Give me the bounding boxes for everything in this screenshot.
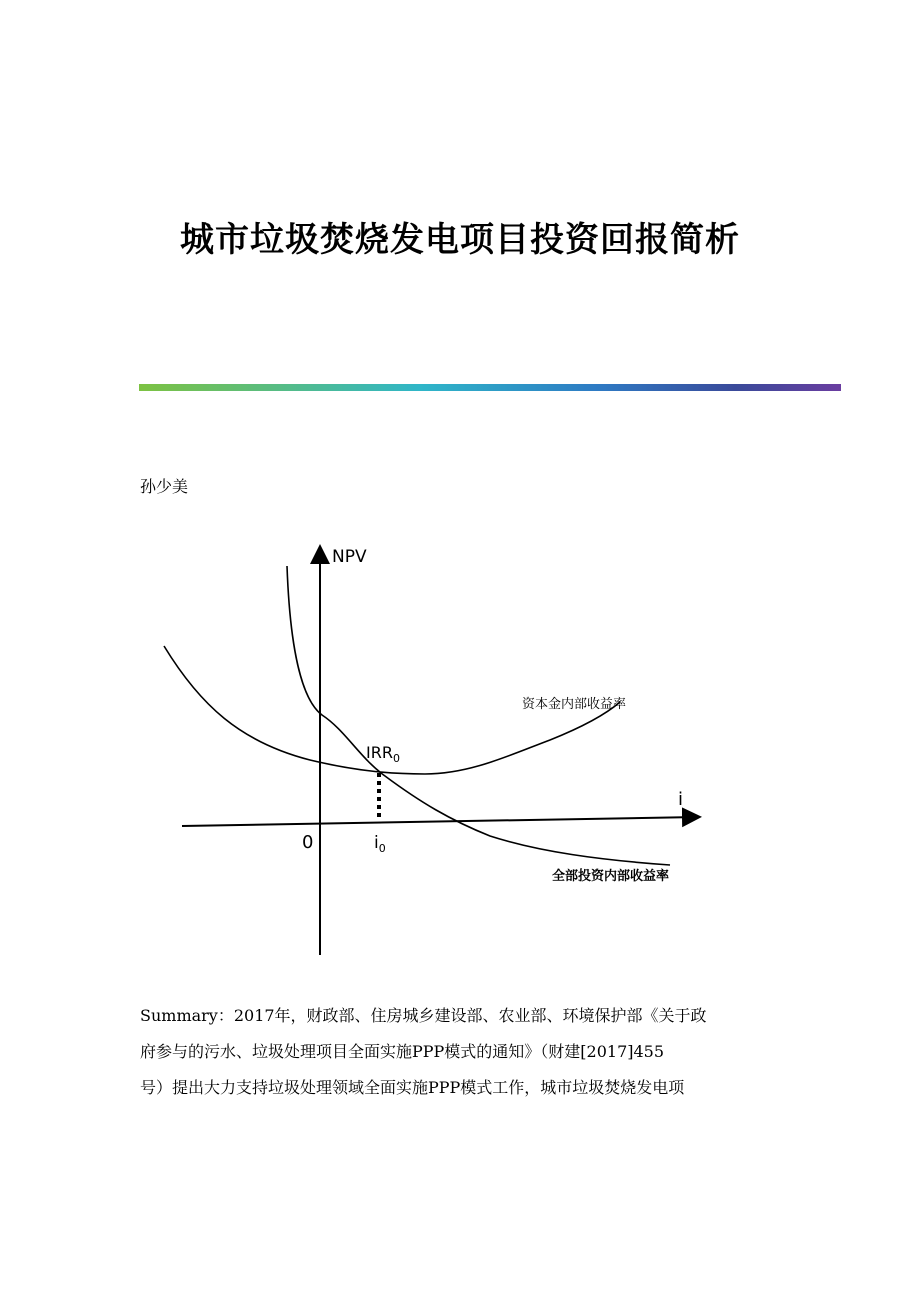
page-title: 城市垃圾焚烧发电项目投资回报简析 [180,220,740,260]
npv-irr-figure [150,530,710,960]
title-divider [139,384,841,391]
curve-total-label: 全部投资内部收益率 [552,869,670,884]
i0-label [374,833,386,855]
curve-equity-label: 资本金内部收益率 [522,697,627,712]
x-axis [182,817,698,826]
i0-label-main: i [374,833,379,853]
y-axis-label: NPV [332,547,367,567]
author-name: 孙少美 [140,477,189,496]
irr-label-main: IRR [366,743,393,762]
summary-line: Summary：2017年，财政部、住房城乡建设部、农业部、环境保护部《关于政 [140,1006,707,1025]
irr-label [366,743,400,765]
i0-label-sub: 0 [378,842,386,855]
summary-paragraph [140,998,780,1106]
npv-irr-chart [150,530,710,960]
x-axis-label: i [678,789,684,810]
origin-label: 0 [302,832,314,853]
summary-line: 府参与的污水、垃圾处理项目全面实施PPP模式的通知》（财建[2017]455 [140,1042,665,1061]
irr-label-sub: 0 [392,752,400,765]
summary-line: 号）提出大力支持垃圾处理领域全面实施PPP模式工作，城市垃圾焚烧发电项 [140,1078,685,1097]
